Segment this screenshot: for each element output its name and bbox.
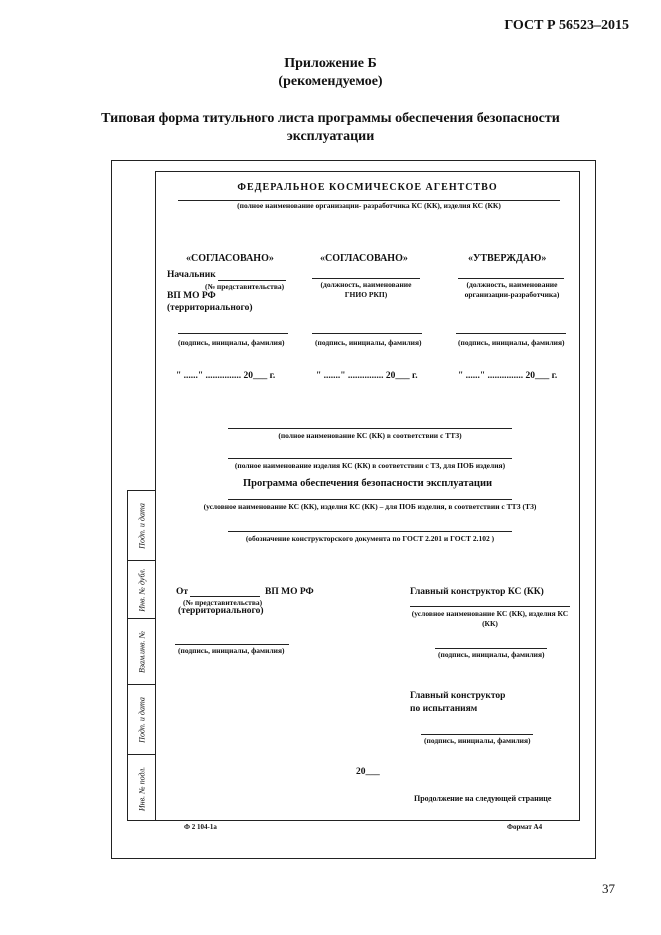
chief-tests-line2: по испытаниям — [410, 704, 478, 714]
approval-3-line — [458, 278, 564, 279]
chief-caption1: (условное наименование КС (КК), изделия КС — [411, 609, 569, 618]
margin-cell — [128, 685, 155, 755]
agency-name: ФЕДЕРАЛЬНОЕ КОСМИЧЕСКОЕ АГЕНТСТВО — [237, 182, 498, 193]
approval-2-caption2: ГНИО РКП) — [344, 290, 388, 299]
approval-2-caption1: (должность, наименование — [320, 280, 412, 289]
from-suffix: ВП МО РФ — [265, 587, 314, 597]
form-code: Ф 2 104-1а — [184, 823, 217, 831]
item-line — [228, 458, 512, 459]
approval-3-caption2: организации-разработчика) — [464, 290, 560, 299]
cond-line — [228, 499, 512, 500]
program-title: Программа обеспечения безопасности эксплуатации — [242, 478, 493, 489]
approval-1-sign-caption: (подпись, инициалы, фамилия) — [178, 338, 285, 347]
standard-header: ГОСТ Р 56523–2015 — [504, 18, 629, 33]
approval-2-line — [312, 278, 420, 279]
ks-line — [228, 428, 512, 429]
approval-1-line — [218, 280, 286, 281]
from-prefix: От — [176, 587, 189, 597]
from-caption2: (территориального) — [178, 606, 264, 616]
margin-label: Подп. и дата — [137, 696, 146, 743]
from-sign-caption: (подпись, инициалы, фамилия) — [178, 646, 285, 655]
doc-caption: (обозначение конструкторского документа по ГОСТ 2.201 и ГОСТ 2.102 ) — [245, 534, 495, 543]
org-caption: (полное наименование организации- разработчика КС (КК), изделия КС (КК) — [237, 201, 501, 210]
sheet-inner-frame — [155, 171, 580, 821]
margin-cell — [128, 619, 155, 685]
format-label: Формат А4 — [507, 823, 543, 831]
chief-sign-line — [435, 648, 547, 649]
chief-title: Главный конструктор КС (КК) — [410, 587, 544, 597]
approval-3-caption1: (должность, наименование — [466, 280, 558, 289]
margin-label: Инв. № подл. — [137, 766, 146, 811]
chief-tests-sign-caption: (подпись, инициалы, фамилия) — [424, 736, 531, 745]
approval-1-caption: (№ представительства) — [205, 282, 285, 291]
chief-sign-caption: (подпись, инициалы, фамилия) — [438, 650, 545, 659]
margin-label: Подп. и дата — [137, 502, 146, 549]
approval-3-label: «УТВЕРЖДАЮ» — [468, 253, 547, 264]
cond-caption: (условное наименование КС (КК), изделия КС (КК) – для ПОБ изделия, в соответствии с ТТЗ (ТЗ) — [203, 502, 537, 511]
chief-tests-line1: Главный конструктор — [410, 691, 506, 701]
continuation-note: Продолжение на следующей странице — [414, 794, 552, 803]
approval-1-prefix: Начальник — [167, 270, 216, 280]
from-sign-line — [175, 644, 289, 645]
approval-2-date: " ......." ............... 20___ г. — [316, 371, 418, 381]
approval-2-label: «СОГЛАСОВАНО» — [320, 253, 408, 264]
from-caption1: (№ представительства) — [183, 598, 263, 607]
approval-1-line1: ВП МО РФ — [167, 291, 216, 301]
year: 20___ — [356, 767, 380, 777]
chief-caption2: (КК) — [482, 619, 498, 628]
appendix-title: Приложение Б — [284, 56, 377, 71]
form-title — [0, 110, 661, 146]
approval-1-date: " ......" ............... 20___ г. — [176, 371, 276, 381]
approval-1-sign-line — [178, 333, 288, 334]
approval-3-sign-line — [456, 333, 566, 334]
margin-cell — [128, 561, 155, 619]
margin-cell — [128, 755, 155, 822]
ks-caption: (полное наименование КС (КК) в соответствии с ТТЗ) — [278, 431, 462, 440]
form-title-line1: Типовая форма титульного листа программы обеспечения безопасности — [101, 111, 560, 126]
approval-2-sign-caption: (подпись, инициалы, фамилия) — [315, 338, 422, 347]
page-number: 37 — [602, 881, 615, 896]
doc-line — [228, 531, 512, 532]
item-caption: (полное наименование изделия КС (КК) в соответствии с ТЗ, для ПОБ изделия) — [234, 461, 506, 470]
margin-label: Взам.инв. № — [137, 630, 146, 673]
approval-2-sign-line — [312, 333, 422, 334]
chief-line — [410, 606, 570, 607]
form-title-line2: эксплуатации — [286, 129, 375, 144]
margin-label: Инв. № дубл. — [137, 567, 146, 612]
approval-3-date: " ......" ............... 20___ г. — [458, 371, 558, 381]
approval-1-label: «СОГЛАСОВАНО» — [186, 253, 274, 264]
margin-table — [127, 490, 155, 821]
margin-cell — [128, 491, 155, 561]
from-line — [190, 596, 260, 597]
approval-1-line2: (территориального) — [167, 303, 253, 313]
appendix-subtitle: (рекомендуемое) — [278, 74, 383, 89]
approval-3-sign-caption: (подпись, инициалы, фамилия) — [458, 338, 565, 347]
chief-tests-sign-line — [421, 734, 533, 735]
appendix-heading — [0, 55, 661, 91]
